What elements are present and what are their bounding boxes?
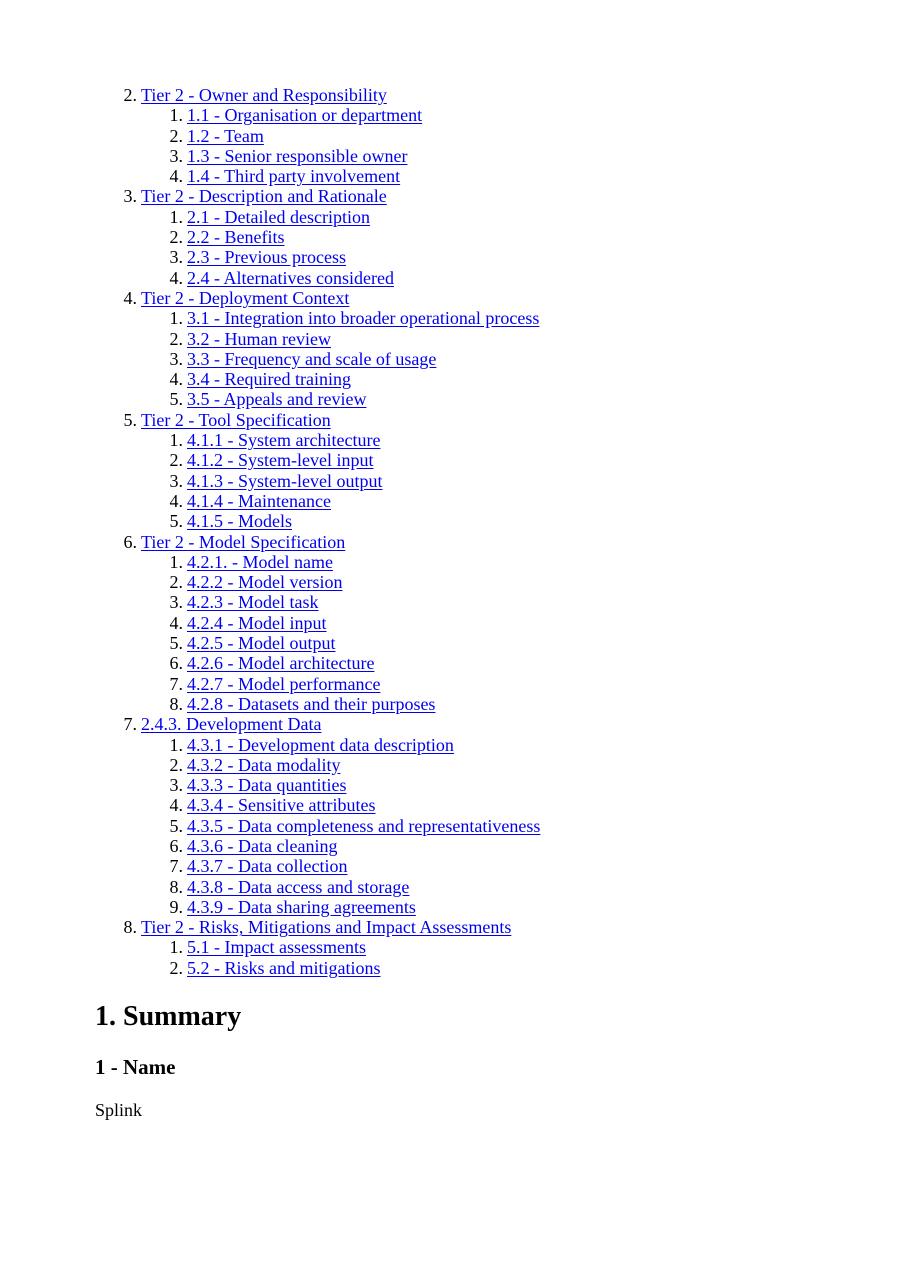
toc-subsection-list <box>0 105 540 186</box>
toc-subsection-item <box>0 146 540 166</box>
toc-subsection-number: 2. <box>169 754 183 775</box>
toc-subsection-item <box>0 836 540 856</box>
toc-subsection-item <box>0 694 540 714</box>
toc-subsection-number: 7. <box>169 856 183 877</box>
toc-subsection-item <box>0 268 540 288</box>
toc-subsection-number: 1. <box>169 734 183 755</box>
toc-subsection-link[interactable]: 5.1 - Impact assessments <box>187 937 366 958</box>
toc-subsection-item <box>0 105 540 125</box>
toc-subsection-number: 2. <box>169 450 183 471</box>
toc-subsection-item <box>0 735 540 755</box>
toc-subsection-number: 6. <box>169 835 183 856</box>
toc-section-number: 6. <box>123 531 137 552</box>
toc-subsection-number: 2. <box>169 227 183 248</box>
toc-section-item <box>0 714 540 917</box>
toc-subsection-link[interactable]: 4.1.2 - System-level input <box>187 450 374 471</box>
toc-subsection-list <box>0 735 540 918</box>
toc-subsection-link[interactable]: 3.3 - Frequency and scale of usage <box>187 348 437 369</box>
toc-subsection-link[interactable]: 4.2.1. - Model name <box>187 551 333 572</box>
toc-subsection-link[interactable]: 4.1.3 - System-level output <box>187 470 383 491</box>
toc-section-number: 5. <box>123 409 137 430</box>
toc-subsection-number: 4. <box>169 166 183 187</box>
toc-subsection-number: 5. <box>169 511 183 532</box>
toc-subsection-item <box>0 491 540 511</box>
table-of-contents <box>0 85 540 978</box>
toc-subsection-number: 1. <box>169 937 183 958</box>
toc-subsection-number: 3. <box>169 470 183 491</box>
toc-subsection-number: 4. <box>169 795 183 816</box>
toc-section-number: 2. <box>123 85 137 105</box>
toc-subsection-number: 6. <box>169 653 183 674</box>
toc-subsection-link[interactable]: 4.2.7 - Model performance <box>187 673 381 694</box>
toc-subsection-item <box>0 471 540 491</box>
toc-subsection-item <box>0 511 540 531</box>
toc-subsection-number: 5. <box>169 389 183 410</box>
toc-section-number: 7. <box>123 714 137 735</box>
toc-subsection-number: 3. <box>169 592 183 613</box>
toc-subsection-item <box>0 816 540 836</box>
toc-subsection-item <box>0 877 540 897</box>
toc-subsection-link[interactable]: 4.2.6 - Model architecture <box>187 653 375 674</box>
toc-subsection-number: 3. <box>169 775 183 796</box>
toc-subsection-item <box>0 308 540 328</box>
toc-subsection-item <box>0 349 540 369</box>
toc-subsection-number: 1. <box>169 308 183 329</box>
toc-subsection-number: 4. <box>169 267 183 288</box>
toc-subsection-number: 8. <box>169 876 183 897</box>
toc-subsection-item <box>0 552 540 572</box>
toc-subsection-number: 5. <box>169 815 183 836</box>
toc-subsection-link[interactable]: 4.2.3 - Model task <box>187 592 319 613</box>
toc-subsection-link[interactable]: 3.5 - Appeals and review <box>187 389 367 410</box>
toc-subsection-number: 4. <box>169 490 183 511</box>
toc-subsection-item <box>0 126 540 146</box>
toc-section-number: 8. <box>123 917 137 938</box>
section-heading: 1. Summary <box>95 1001 242 1032</box>
toc-subsection-link[interactable]: 4.3.4 - Sensitive attributes <box>187 795 376 816</box>
toc-subsection-item <box>0 430 540 450</box>
toc-subsection-list <box>0 430 540 531</box>
toc-section-item <box>0 186 540 287</box>
toc-subsection-link[interactable]: 2.3 - Previous process <box>187 247 346 268</box>
toc-section-link[interactable]: Tier 2 - Deployment Context <box>141 287 350 308</box>
toc-subsection-number: 2. <box>169 572 183 593</box>
toc-subsection-number: 9. <box>169 896 183 917</box>
toc-subsection-item <box>0 755 540 775</box>
toc-subsection-link[interactable]: 4.2.8 - Datasets and their purposes <box>187 693 436 714</box>
toc-subsection-link[interactable]: 1.1 - Organisation or department <box>187 105 423 126</box>
toc-section-number: 3. <box>123 186 137 207</box>
toc-subsection-item <box>0 207 540 227</box>
toc-subsection-number: 1. <box>169 105 183 126</box>
toc-subsection-list <box>0 308 540 409</box>
toc-subsection-item <box>0 369 540 389</box>
toc-subsection-number: 8. <box>169 693 183 714</box>
toc-section-item <box>0 917 540 978</box>
toc-subsection-item <box>0 633 540 653</box>
toc-subsection-number: 1. <box>169 551 183 572</box>
toc-subsection-list <box>0 552 540 714</box>
toc-section-link[interactable]: Tier 2 - Risks, Mitigations and Impact Assessments <box>141 917 512 938</box>
toc-subsection-link[interactable]: 4.3.9 - Data sharing agreements <box>187 896 416 917</box>
toc-subsection-item <box>0 166 540 186</box>
toc-subsection-link[interactable]: 1.4 - Third party involvement <box>187 166 401 187</box>
toc-subsection-link[interactable]: 4.1.5 - Models <box>187 511 292 532</box>
toc-subsection-link[interactable]: 4.1.4 - Maintenance <box>187 490 331 511</box>
toc-subsection-link[interactable]: 4.2.5 - Model output <box>187 633 336 654</box>
toc-subsection-number: 2. <box>169 125 183 146</box>
toc-section-item <box>0 532 540 715</box>
toc-subsection-number: 2. <box>169 328 183 349</box>
toc-subsection-number: 3. <box>169 348 183 369</box>
toc-subsection-item <box>0 674 540 694</box>
toc-subsection-link[interactable]: 4.3.3 - Data quantities <box>187 775 347 796</box>
section-body-text: Splink <box>95 1100 143 1120</box>
toc-subsection-item <box>0 572 540 592</box>
toc-subsection-link[interactable]: 4.3.2 - Data modality <box>187 754 341 775</box>
toc-subsection-item <box>0 653 540 673</box>
toc-subsection-link[interactable]: 4.2.2 - Model version <box>187 572 343 593</box>
toc-subsection-link[interactable]: 2.4 - Alternatives considered <box>187 267 394 288</box>
toc-subsection-item <box>0 856 540 876</box>
toc-subsection-item <box>0 450 540 470</box>
toc-subsection-number: 5. <box>169 633 183 654</box>
toc-subsection-link[interactable]: 3.1 - Integration into broader operational process <box>187 308 540 329</box>
toc-section-item <box>0 410 540 532</box>
toc-subsection-item <box>0 775 540 795</box>
toc-subsection-link[interactable]: 3.4 - Required training <box>187 369 351 390</box>
toc-section-link[interactable]: Tier 2 - Description and Rationale <box>141 186 387 207</box>
toc-subsection-item <box>0 389 540 409</box>
toc-subsection-item <box>0 329 540 349</box>
toc-subsection-number: 2. <box>169 957 183 978</box>
toc-subsection-link[interactable]: 1.2 - Team <box>187 125 264 146</box>
toc-subsection-item <box>0 247 540 267</box>
toc-subsection-number: 3. <box>169 145 183 166</box>
toc-section-link[interactable]: Tier 2 - Tool Specification <box>141 409 331 430</box>
toc-subsection-number: 1. <box>169 206 183 227</box>
toc-subsection-link[interactable]: 4.3.6 - Data cleaning <box>187 835 338 856</box>
toc-section-link[interactable]: Tier 2 - Model Specification <box>141 531 346 552</box>
toc-subsection-item <box>0 958 540 978</box>
toc-subsection-link[interactable]: 4.3.1 - Development data description <box>187 734 454 755</box>
toc-subsection-link[interactable]: 2.1 - Detailed description <box>187 206 370 227</box>
toc-section-link[interactable]: Tier 2 - Owner and Responsibility <box>141 85 387 105</box>
subsection-heading: 1 - Name <box>95 1055 176 1079</box>
toc-subsection-link[interactable]: 5.2 - Risks and mitigations <box>187 957 381 978</box>
toc-subsection-link[interactable]: 4.2.4 - Model input <box>187 612 327 633</box>
toc-section-link[interactable]: 2.4.3. Development Data <box>141 714 322 735</box>
toc-subsection-list <box>0 207 540 288</box>
toc-subsection-list <box>0 937 540 978</box>
toc-section-item <box>0 288 540 410</box>
toc-section-item <box>0 85 540 186</box>
toc-subsection-link[interactable]: 4.3.8 - Data access and storage <box>187 876 410 897</box>
toc-subsection-link[interactable]: 1.3 - Senior responsible owner <box>187 145 408 166</box>
toc-subsection-item <box>0 592 540 612</box>
toc-subsection-number: 4. <box>169 612 183 633</box>
toc-subsection-item <box>0 795 540 815</box>
toc-subsection-link[interactable]: 4.1.1 - System architecture <box>187 430 381 451</box>
toc-subsection-number: 3. <box>169 247 183 268</box>
toc-subsection-number: 7. <box>169 673 183 694</box>
toc-subsection-link[interactable]: 4.3.5 - Data completeness and representativeness <box>187 815 541 836</box>
toc-subsection-link[interactable]: 4.3.7 - Data collection <box>187 856 348 877</box>
toc-subsection-link[interactable]: 2.2 - Benefits <box>187 227 285 248</box>
toc-subsection-number: 1. <box>169 430 183 451</box>
toc-subsection-link[interactable]: 3.2 - Human review <box>187 328 331 349</box>
toc-subsection-item <box>0 897 540 917</box>
toc-subsection-item <box>0 937 540 957</box>
toc-subsection-number: 4. <box>169 369 183 390</box>
toc-subsection-item <box>0 227 540 247</box>
toc-section-number: 4. <box>123 287 137 308</box>
toc-subsection-item <box>0 613 540 633</box>
